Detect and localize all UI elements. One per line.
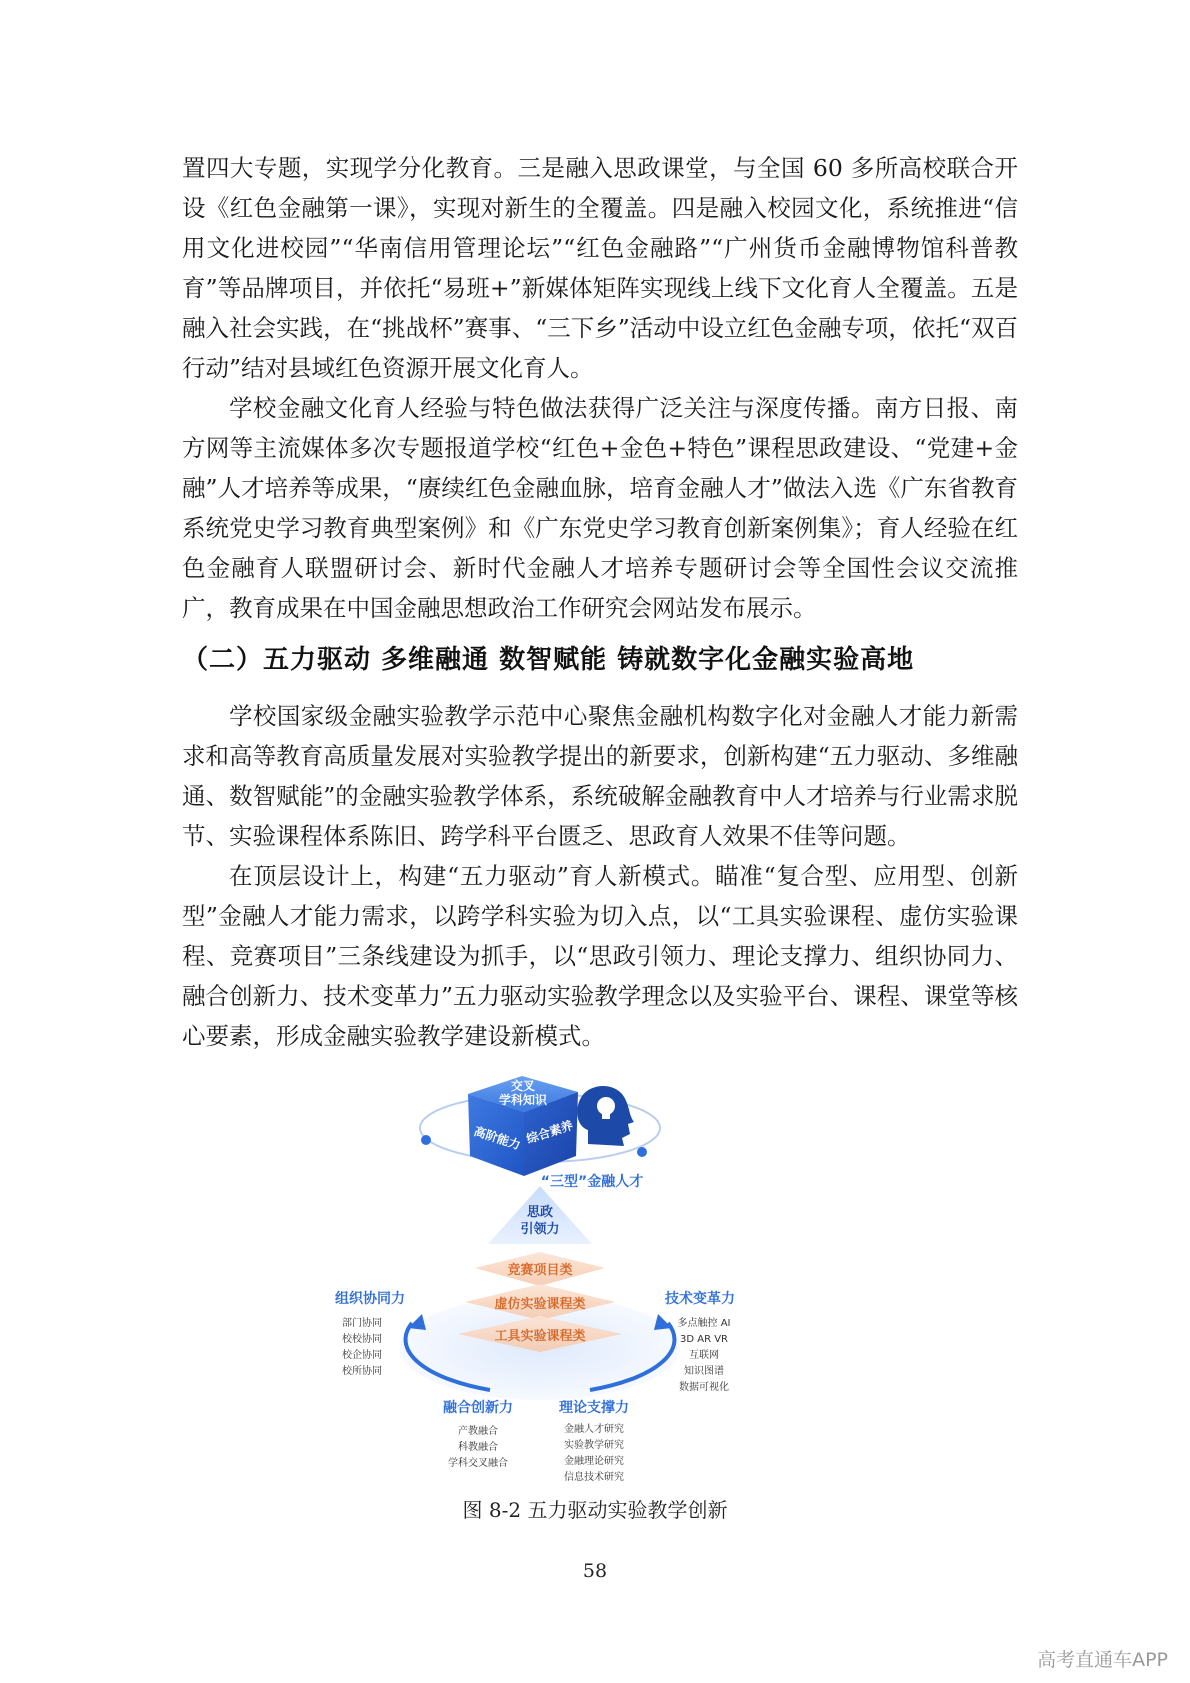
cube-top-label: 学科知识	[498, 1093, 548, 1107]
knowledge-cube	[468, 1076, 578, 1176]
group-item: 数据可视化	[679, 1382, 729, 1393]
group-item: 学科交叉融合	[448, 1458, 508, 1469]
figure-caption: 图 8-2 五力驱动实验教学创新	[462, 1498, 728, 1522]
cube-right-label: 综合素养	[524, 1118, 575, 1147]
section-heading: （二）五力驱动 多维融通 数智赋能 铸就数字化金融实验高地	[182, 645, 915, 675]
apex-label: 引领力	[520, 1222, 560, 1237]
group-item: 金融人才研究	[564, 1424, 624, 1435]
layer-label: 竞赛项目类	[507, 1263, 573, 1278]
group-item: 3D AR VR	[680, 1334, 728, 1345]
paragraph: 学校国家级金融实验教学示范中心聚焦金融机构数字化对金融人才能力新需求和高等教育高质量发展对实验教学提出的新要求，创新构建“五力驱动、多维融通、数智赋能”的金融实验教学体系，系统破解金融教育中人才培养与行业需求脱节、实验课程体系陈旧、跨学科平台匮乏、思政育人效果不佳等问题。	[182, 702, 1018, 850]
five-force-diagram	[330, 1068, 860, 1488]
paragraph: 在顶层设计上，构建“五力驱动”育人新模式。瞄准“复合型、应用型、创新型”金融人才能力需求，以跨学科实验为切入点，以“工具实验课程、虚仿实验课程、竞赛项目”三条线建设为抓手，以“思政引领力、理论支撑力、组织协同力、融合创新力、技术变革力”五力驱动实验教学理念以及实验平台、课程、课堂等核心要素，形成金融实验教学建设新模式。	[182, 862, 1018, 1050]
theory-group	[559, 1399, 629, 1483]
layer-label: 虚仿实验课程类	[494, 1297, 586, 1312]
group-item: 校所协同	[342, 1366, 382, 1377]
group-item: 产教融合	[458, 1426, 498, 1437]
group-item: 信息技术研究	[564, 1472, 624, 1483]
group-item: 部门协同	[342, 1318, 382, 1329]
organize-group	[335, 1290, 405, 1377]
top-paragraphs	[182, 148, 1018, 628]
fusion-group	[443, 1399, 513, 1469]
group-item: 实验教学研究	[564, 1440, 624, 1451]
group-item: 校校协同	[342, 1334, 382, 1345]
paragraph: 置四大专题，实现学分化教育。三是融入思政课堂，与全国 60 多所高校联合开设《红色金融第一课》，实现对新生的全覆盖。四是融入校园文化，系统推进“信用文化进校园”“华南信用管理论坛”“红色金融路”“广州货币金融博物馆科普教育”等品牌项目，并依托“易班+”新媒体矩阵实现线上线下文化育人全覆盖。五是融入社会实践，在“挑战杯”赛事、“三下乡”活动中设立红色金融专项，依托“双百行动”结对县域红色资源开展文化育人。	[182, 154, 1018, 382]
talent-label: “三型”金融人才	[540, 1174, 644, 1190]
group-title: 组织协同力	[335, 1291, 405, 1307]
group-item: 金融理论研究	[564, 1456, 624, 1467]
watermark: 高考直通车APP	[1037, 1649, 1168, 1671]
group-item: 科教融合	[458, 1442, 498, 1453]
group-item: 互联网	[689, 1350, 719, 1361]
cube-top-label: 交叉	[510, 1079, 536, 1093]
course-layers	[458, 1252, 622, 1352]
group-item: 校企协同	[342, 1350, 382, 1361]
layer-label: 工具实验课程类	[494, 1329, 586, 1344]
group-title: 技术变革力	[665, 1291, 735, 1307]
head-lightbulb-icon	[577, 1086, 634, 1146]
group-item: 多点触控 AI	[677, 1318, 731, 1329]
group-title: 融合创新力	[443, 1400, 513, 1416]
apex-label: 思政	[526, 1205, 554, 1220]
group-item: 知识图谱	[684, 1366, 724, 1377]
page-number: 58	[582, 1560, 608, 1582]
paragraph: 学校金融文化育人经验与特色做法获得广泛关注与深度传播。南方日报、南方网等主流媒体多次专题报道学校“红色+金色+特色”课程思政建设、“党建+金融”人才培养等成果，“赓续红色金融血脉，培育金融人才”做法入选《广东省教育系统党史学习教育典型案例》和《广东党史学习教育创新案例集》；育人经验在红色金融育人联盟研讨会、新时代金融人才培养专题研讨会等全国性会议交流推广，教育成果在中国金融思想政治工作研究会网站发布展示。	[182, 394, 1018, 622]
bottom-paragraphs	[182, 696, 1018, 1056]
cube-left-label: 高阶能力	[472, 1124, 523, 1153]
group-title: 理论支撑力	[559, 1400, 629, 1416]
apex-triangle	[488, 1186, 592, 1244]
